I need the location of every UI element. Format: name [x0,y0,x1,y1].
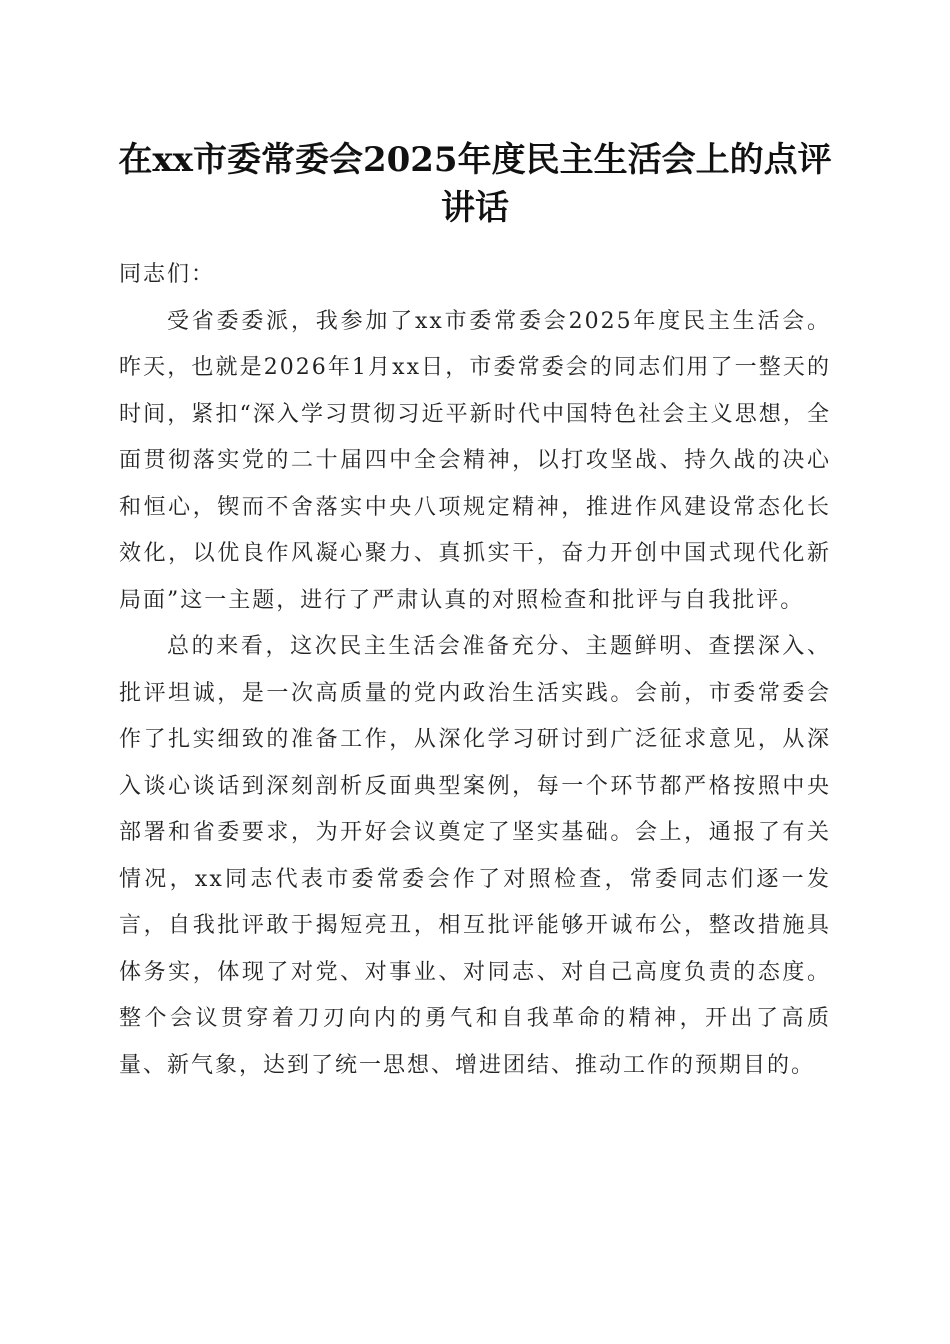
paragraph-1: 受省委委派，我参加了xx市委常委会2025年度民主生活会。昨天，也就是2026年1月xx日，市委常委会的同志们用了一整天的时间，紧扣“深入学习贯彻习近平新时代中国特色社会主义思想，全面贯彻落实党的二十届四中全会精神，以打攻坚战、持久战的决心和恒心，锲而不舍落实中央八项规定精神，推进作风建设常态化长效化，以优良作风凝心聚力、真抓实干，奋力开创中国式现代化新局面”这一主题，进行了严肃认真的对照检查和批评与自我批评。 [119,308,831,613]
document-body [119,252,831,1089]
paragraph-2: 总的来看，这次民主生活会准备充分、主题鲜明、查摆深入、批评坦诚，是一次高质量的党内政治生活实践。会前，市委常委会作了扎实细致的准备工作，从深化学习研讨到广泛征求意见，从深入谈心谈话到深刻剖析反面典型案例，每一个环节都严格按照中央部署和省委要求，为开好会议奠定了坚实基础。会上，通报了有关情况，xx同志代表市委常委会作了对照检查，常委同志们逐一发言，自我批评敢于揭短亮丑，相互批评能够开诚布公，整改措施具体务实，体现了对党、对事业、对同志、对自己高度负责的态度。整个会议贯穿着刀刃向内的勇气和自我革命的精神，开出了高质量、新气象，达到了统一思想、增进团结、推动工作的预期目的。 [119,634,831,1078]
document-title: 在xx市委常委会2025年度民主生活会上的点评讲话 [118,140,832,228]
salutation: 同志们： [119,262,216,287]
